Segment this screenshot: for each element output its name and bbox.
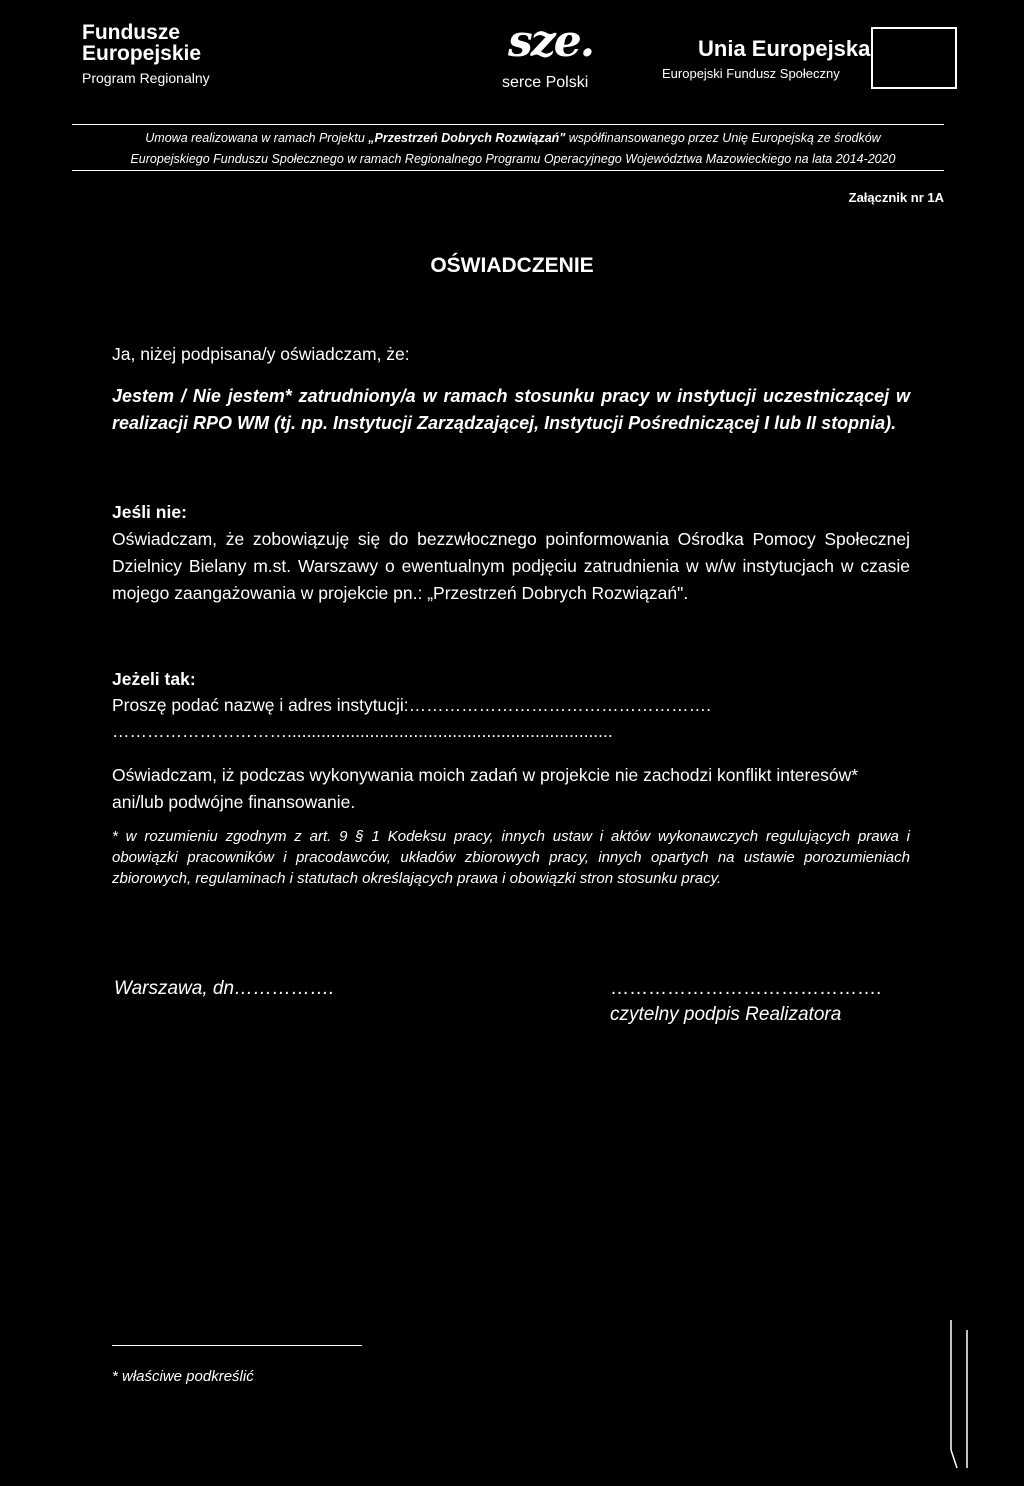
header-line2: Europejskiego Funduszu Społecznego w ramach Regionalnego Programu Operacyjnego Województwa Mazowieckiego na lata 2014-2020 — [130, 152, 896, 166]
footnote: * w rozumieniu zgodnym z art. 9 § 1 Kodeksu pracy, innych ustaw i aktów wykonawczych regulujących prawa i obowiązki pracowników i pracodawców, układów zbiorowych pracy, innych opartych na ustawie porozumieniach zbiorowych, regulaminach i statutach określających prawa i obowiązki stron stosunku pracy. — [112, 828, 910, 887]
if-no-text: Oświadczam, że zobowiązuję się do bezzwłocznego poinformowania Ośrodka Pomocy Społecznej Dzielnicy Bielany m.st. Warszawy o ewentualnym podjęciu zatrudnienia w w/w instytucjach w czasie mojego zaangażowania w projekcie pn.: „Przestrzeń Dobrych Rozwiązań". — [112, 529, 910, 603]
place-date: Warszawa, dn……………. — [114, 978, 335, 999]
sze-logo: sze. — [508, 16, 594, 67]
document-title: OŚWIADCZENIE — [430, 254, 594, 277]
employment-statement: Jestem / Nie jestem* zatrudniony/a w ramach stosunku pracy w instytucji uczestniczącej w realizacji RPO WM (tj. np. Instytucji Zarządzającej, Instytucji Pośredniczącej I lub II stopnia). — [112, 386, 910, 433]
institution-dots-line: …………………………................................................................... — [112, 721, 613, 741]
eu-flag-icon — [871, 27, 957, 89]
if-no-heading: Jeśli nie: — [112, 502, 187, 522]
scan-artifact-marks — [943, 1320, 973, 1470]
signature-dots: ……………………………………. — [610, 978, 882, 999]
fe-logo-line3: Program Regionalny — [82, 70, 210, 86]
header-rule-top — [72, 124, 944, 125]
attachment-label: Załącznik nr 1A — [848, 190, 944, 205]
conflict-statement: Oświadczam, iż podczas wykonywania moich zadań w projekcie nie zachodzi konflikt interesów* ani/lub podwójne finansowanie. — [112, 765, 859, 812]
project-header — [78, 128, 948, 170]
header-project-name: „Przestrzeń Dobrych Rozwiązań" — [368, 131, 566, 145]
bottom-note: * właściwe podkreślić — [112, 1368, 254, 1385]
ue-logo-line1: Unia Europejska — [698, 36, 871, 61]
institution-prompt: Proszę podać nazwę i adres instytucji:……………………………………………. — [112, 695, 712, 715]
signature-label: czytelny podpis Realizatora — [610, 1004, 842, 1025]
header-rule-bottom — [72, 170, 944, 171]
ue-logo-line2: Europejski Fundusz Społeczny — [662, 66, 840, 81]
fe-logo-line2: Europejskie — [82, 42, 202, 65]
header-suffix: współfinansowanego przez Unię Europejską ze środków — [565, 131, 881, 145]
bottom-rule — [112, 1345, 362, 1346]
if-yes-heading: Jeżeli tak: — [112, 669, 196, 689]
header-prefix: Umowa realizowana w ramach Projektu — [145, 131, 369, 145]
intro-text: Ja, niżej podpisana/y oświadczam, że: — [112, 344, 410, 364]
fe-logo-line1: Fundusze — [82, 21, 180, 44]
sze-logo-subtitle: serce Polski — [502, 74, 589, 91]
